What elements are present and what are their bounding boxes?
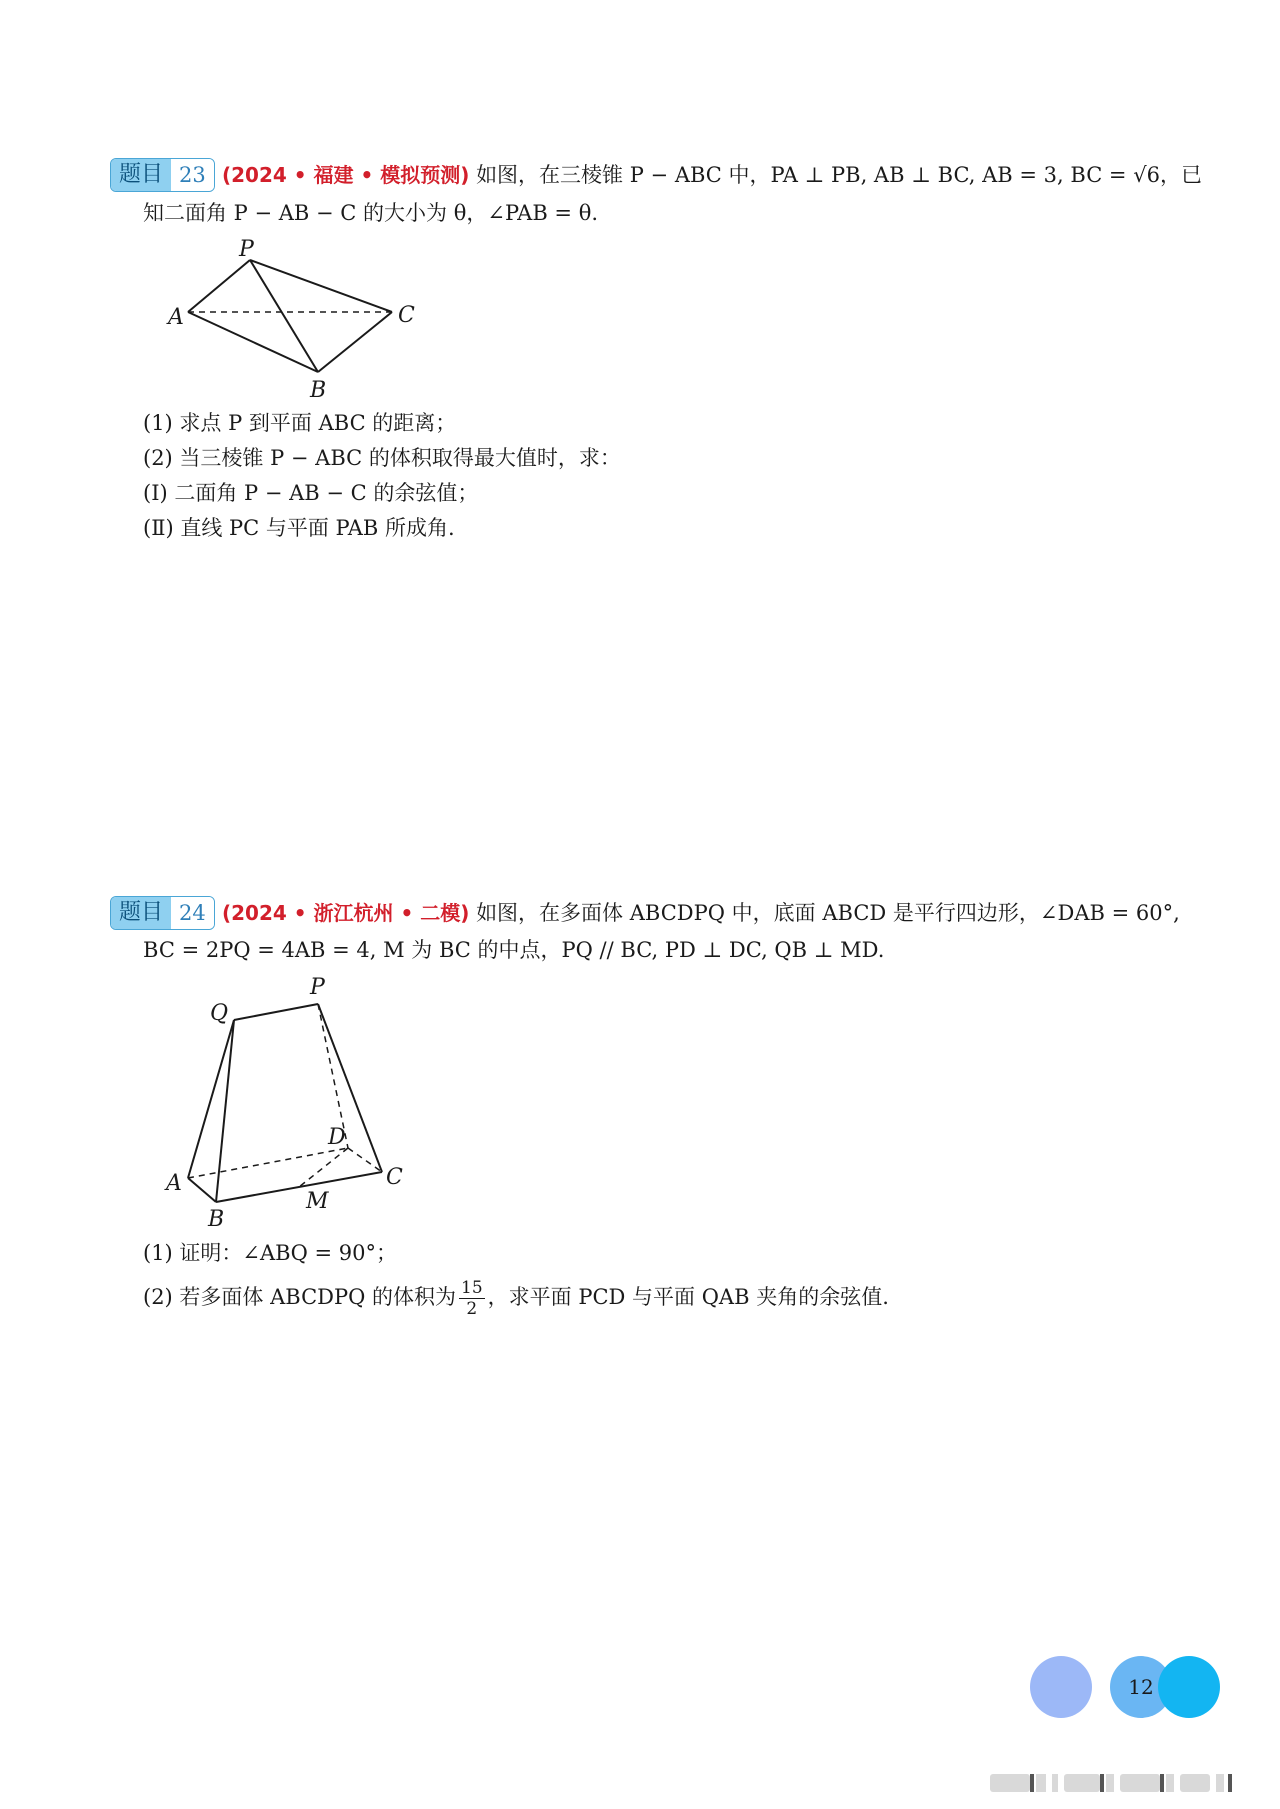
question-2-text-after: ，求平面 PCD 与平面 QAB 夹角的余弦值. [487, 1285, 889, 1309]
edge-pb [250, 260, 318, 372]
problem-tag-label: 题目 [111, 159, 171, 191]
edge-ab [188, 1178, 216, 1202]
problem-stem-line-1 [222, 160, 1202, 190]
label-m: M [306, 1189, 329, 1214]
label-p: P [310, 975, 325, 1000]
edge-pc [250, 260, 392, 312]
problem-stem-line-2: BC = 2PQ = 4AB = 4, M 为 BC 的中点，PQ // BC, PD ⊥ DC, QB ⊥ MD. [143, 938, 885, 962]
question-2 [143, 1278, 889, 1319]
edge-bc [318, 312, 392, 372]
edge-bc [216, 1172, 382, 1202]
question-1: (1) 证明：∠ABQ = 90°； [143, 1241, 397, 1265]
edge-dm-hidden [299, 1148, 348, 1187]
label-a: A [166, 1171, 182, 1196]
problem-tag [110, 896, 215, 930]
stem-text: 如图，在多面体 ABCDPQ 中，底面 ABCD 是平行四边形，∠DAB = 60°, [476, 901, 1180, 925]
fraction-numerator: 15 [461, 1278, 483, 1298]
bubble-left [1030, 1656, 1092, 1718]
edge-pa [188, 260, 250, 312]
edge-ab [188, 312, 318, 372]
question-1: (1) 求点 P 到平面 ABC 的距离； [143, 411, 457, 435]
label-p: P [239, 237, 254, 262]
label-d: D [328, 1125, 346, 1150]
problem-stem-line-1 [222, 898, 1180, 928]
polyhedron-figure [160, 968, 420, 1230]
problem-tag-label: 题目 [111, 897, 171, 929]
page-number: 12 [1128, 1675, 1154, 1699]
problem-source: (2024 • 浙江杭州 • 二模) [222, 901, 470, 925]
edge-qb [216, 1020, 234, 1202]
label-c: C [398, 303, 415, 328]
problem-tag [110, 158, 215, 192]
problem-number: 23 [171, 159, 214, 191]
edge-ad-hidden [188, 1148, 348, 1178]
label-a: A [168, 305, 184, 330]
fraction-denominator: 2 [466, 1299, 478, 1319]
page-number-badge [1030, 1656, 1220, 1722]
question-2: (2) 当三棱锥 P − ABC 的体积取得最大值时，求： [143, 446, 621, 470]
question-2-text-before: (2) 若多面体 ABCDPQ 的体积为 [143, 1285, 457, 1309]
stem-text: 如图，在三棱锥 P − ABC 中，PA ⊥ PB, AB ⊥ BC, AB = 3, BC = √6，已 [476, 163, 1202, 187]
problem-source: (2024 • 福建 • 模拟预测) [222, 163, 470, 187]
label-b: B [310, 378, 327, 402]
label-b: B [208, 1207, 225, 1230]
fraction [459, 1278, 485, 1319]
decorative-bars [990, 1770, 1250, 1794]
question-2-part-1: (Ⅰ) 二面角 P − AB − C 的余弦值； [143, 481, 479, 505]
problem-stem-line-2: 知二面角 P − AB − C 的大小为 θ，∠PAB = θ. [143, 201, 599, 225]
problem-number: 24 [171, 897, 214, 929]
label-q: Q [210, 1001, 229, 1026]
label-c: C [386, 1165, 403, 1190]
edge-qp [234, 1004, 318, 1020]
question-2-part-2: (Ⅱ) 直线 PC 与平面 PAB 所成角. [143, 516, 455, 540]
tetrahedron-figure [160, 232, 440, 402]
